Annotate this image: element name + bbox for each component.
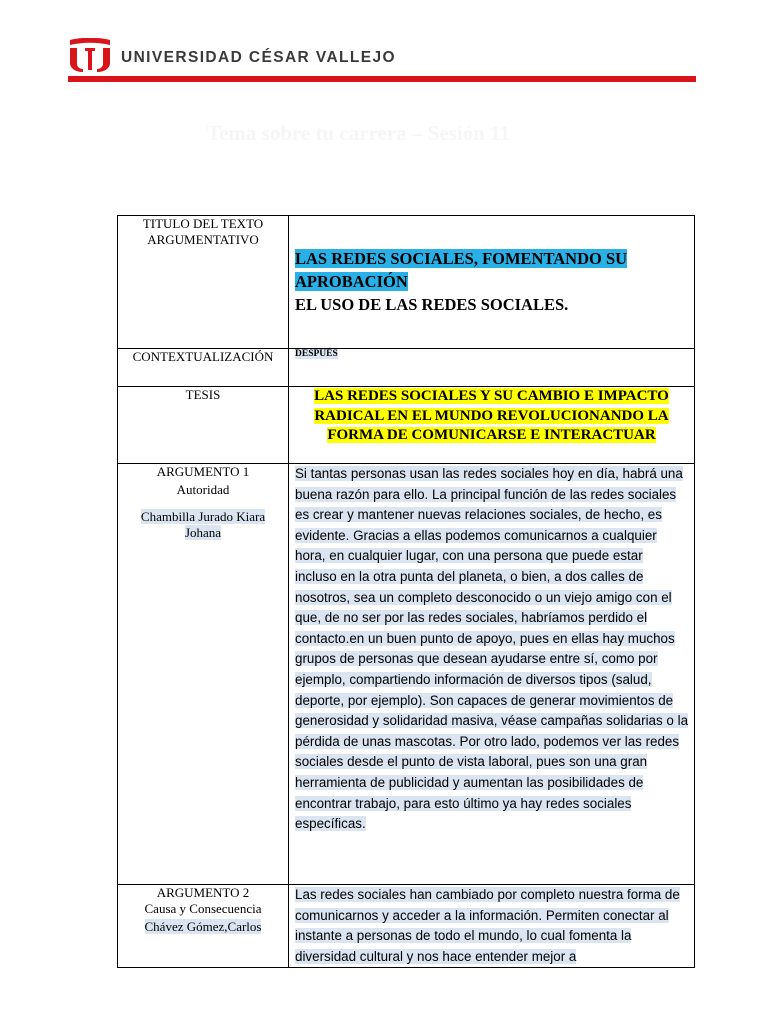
row-label-argument1: ARGUMENTO 1 [156,464,250,479]
label-cell [118,464,289,885]
table-row [118,885,695,968]
argument2-type: Causa y Consecuencia [144,901,262,916]
label-cell [118,216,289,349]
row-label-context: CONTEXTUALIZACIÓN [132,349,274,364]
university-name: UNIVERSIDAD CÉSAR VALLEJO [121,49,396,66]
table-row [118,387,695,464]
row-label-title: TITULO DEL TEXTO ARGUMENTATIVO [142,216,264,247]
argument1-text: Si tantas personas usan las redes sociales hoy en día, habrá una buena razón para ello. La principal función de las redes sociales es crear y mantener nuevas relaciones sociales, de hecho, es evidente. Gracias a ellas podemos comunicarnos a cualquier hora, en cualquier lugar, con una persona que puede estar incluso en la otra punta del planeta, o bien, a dos calles de nosotros, sea un completo desconocido o un viejo amigo con el que, de no ser por las redes sociales, habríamos perdido el contacto.en un buen punto de apoyo, pues en ellas hay muchos grupos de personas que desean ayudarse entre sí, como por ejemplo, compartiendo información de diversos tipos (salud, deporte, por ejemplo). Son capaces de generar movimientos de generosidad y solidaridad masiva, véase campañas solidarias o la pérdida de unas mascotas. Por otro lado, podemos ver las redes sociales desde el punto de vista laboral, pues son una gran herramienta de publicidad y aumentan las posibilidades de encontrar trabajo, para esto último ya hay redes sociales específicas. [295,466,689,832]
label-cell [118,387,289,464]
header-divider [68,76,696,82]
value-cell [289,349,695,387]
value-cell [289,885,695,968]
table-row [118,464,695,885]
value-cell [289,464,695,885]
argument1-type: Autoridad [176,482,230,497]
argument2-text: Las redes sociales han cambiado por completo nuestra forma de comunicarnos y acceder a la información. Permiten conectar al instante a personas de todo el mundo, lo cual fomenta la diversidad cultural y nos hace entender mejor a [295,887,680,964]
argument2-author: Chávez Gómez,Carlos [144,919,262,934]
page-title: Tema sobre tu carrera – Sesión 11 [207,121,510,145]
row-label-thesis: TESIS [185,387,221,402]
value-cell [289,387,695,464]
label-cell [118,349,289,387]
table-row [118,216,695,349]
argument1-author: Chambilla Jurado Kiara Johana [140,509,266,540]
table-row [118,349,695,387]
argument-table [117,215,695,968]
row-label-argument2: ARGUMENTO 2 [156,885,250,900]
university-logo-icon [68,38,112,72]
label-cell [118,885,289,968]
value-cell [289,216,695,349]
text-title-line2: EL USO DE LAS REDES SOCIALES. [295,295,569,314]
text-title-line1: LAS REDES SOCIALES, FOMENTANDO SU APROBACIÓN [295,249,628,291]
thesis-value: LAS REDES SOCIALES Y SU CAMBIO E IMPACTO RADICAL EN EL MUNDO REVOLUCIONANDO LA FORMA DE COMUNICARSE E INTERACTUAR [314,388,669,443]
context-value: DESPUÉS [295,349,338,359]
